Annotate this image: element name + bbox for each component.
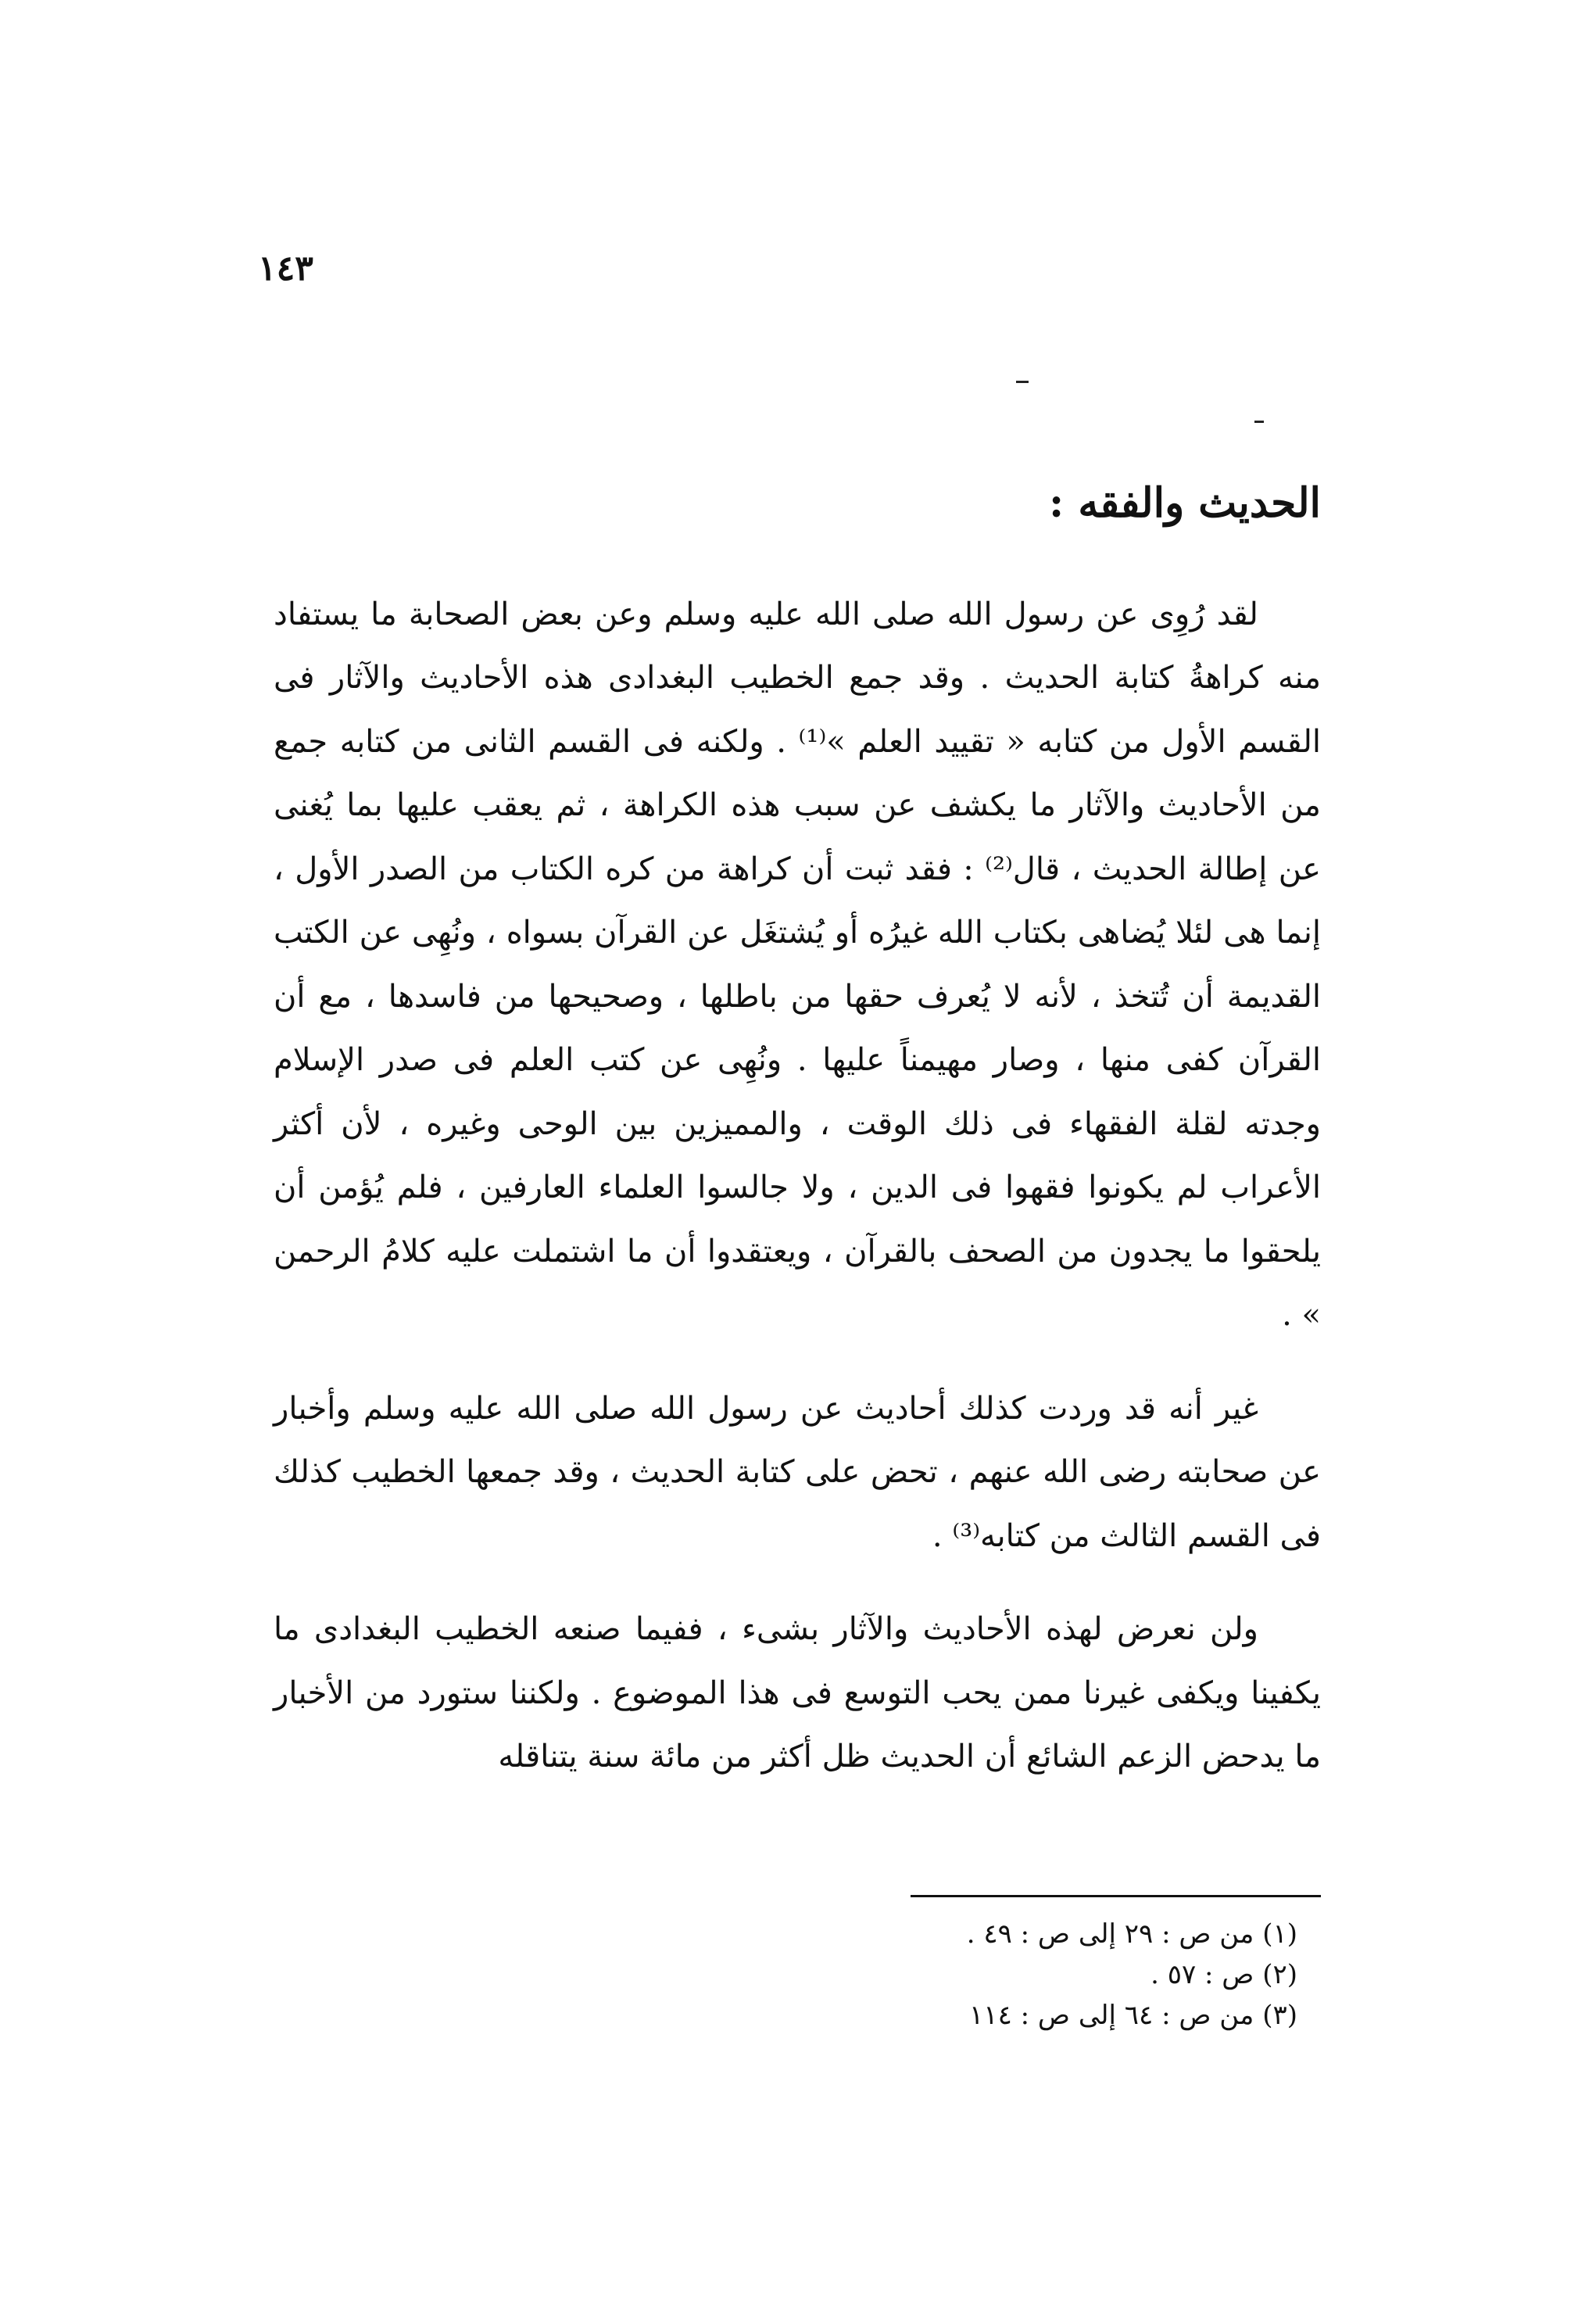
main-text (274, 477, 1321, 1789)
paragraph: لقد رُوِى عن رسول الله صلى الله عليه وسلم وعن بعض الصحابة ما يستفاد منه كراهةُ كتابة الحديث . وقد جمع الخطيب البغدادى هذه الأحاديث والآثار فى القسم الأول من كتابه « تقييد العلم »⁽¹⁾ . ولكنه فى القسم الثانى من كتابه جمع من الأحاديث والآثار ما يكشف عن سبب هذه الكراهة ، ثم يعقب عليها بما يُغنى عن إطالة الحديث ، قال⁽²⁾ : فقد ثبت أن كراهة من كره الكتاب من الصدر الأول ، إنما هى لئلا يُضاهى بكتاب الله غيرُه أو يُشتغَل عن القرآن بسواه ، ونُهِى عن الكتب القديمة أن تُتخذ ، لأنه لا يُعرف حقها من باطلها ، وصحيحها من فاسدها ، مع أن القرآن كفى منها ، وصار مهيمناً عليها . ونُهِى عن كتب العلم فى صدر الإسلام وجدته لقلة الفقهاء فى ذلك الوقت ، والمميزين بين الوحى وغيره ، لأن أكثر الأعراب لم يكونوا فقهوا فى الدين ، ولا جالسوا العلماء العارفين ، فلم يُؤمن أن يلحقوا ما يجدون من الصحف بالقرآن ، ويعتقدوا أن ما اشتملت عليه كلامُ الرحمن » . (274, 596, 1322, 1334)
paragraph: ولن نعرض لهذه الأحاديث والآثار بشىء ، ففيما صنعه الخطيب البغدادى ما يكفينا ويكفى غيرنا ممن يحب التوسع فى هذا الموضوع . ولكننا ستورد من الأخبار ما يدحض الزعم الشائع أن الحديث ظل أكثر من مائة سنة يتناقله (274, 1611, 1321, 1775)
paragraph: غير أنه قد وردت كذلك أحاديث عن رسول الله صلى الله عليه وسلم وأخبار عن صحابته رضى الله عنهم ، تحض على كتابة الحديث ، وقد جمعها الخطيب كذلك فى القسم الثالث من كتابه⁽³⁾ . (274, 1390, 1321, 1554)
page-number: ١٤٣ (258, 249, 313, 288)
scan-speck (1254, 421, 1264, 423)
section-heading: الحديث والفقه : (1049, 479, 1321, 527)
footnote: (٣) من ص : ٦٤ إلى ص : ١١٤ (969, 2000, 1297, 2031)
footnote: (٢) ص : ٥٧ . (1150, 1959, 1297, 1990)
footnote: (١) من ص : ٢٩ إلى ص : ٤٩ . (966, 1918, 1297, 1950)
footnotes (703, 1914, 1297, 2036)
scan-speck (1016, 381, 1029, 383)
footnote-divider (911, 1895, 1321, 1897)
